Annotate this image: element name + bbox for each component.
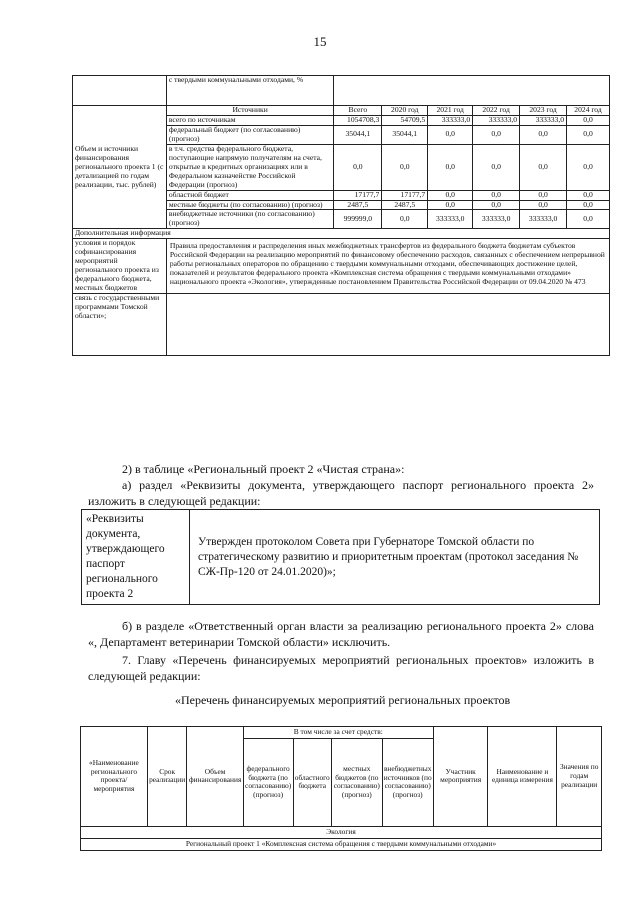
table-row: внебюджетные источники (по согласованию) (прогноз) 999999,0 0,0 333333,0 333333,0 333333,0 0,0 bbox=[73, 210, 610, 229]
page-number: 15 bbox=[313, 34, 327, 49]
header-sources: Источники bbox=[166, 106, 334, 116]
paragraph-3: б) в разделе «Ответственный орган власти за реализацию регионального проекта 2» слова «, Департамент ветеринарии Томской области» исключить. bbox=[88, 619, 594, 649]
header-extra: внебюджетных источников (по согласованию) (прогноз) bbox=[382, 738, 433, 826]
link-text bbox=[166, 294, 609, 356]
header-local: местных бюджетов (по согласованию) (прогноз) bbox=[331, 738, 382, 826]
table-row: в т.ч. средства федерального бюджета, поступающие напрямую получателям на счета, открытые в кредитных организациях или в Федеральном казначействе Российской Федерации (прогноз) 0,0 0,0 0,0 0,0 0,0 0,0 bbox=[73, 144, 610, 190]
table-row: всего по источникам 1054708,3 54709,5 333333,0 333333,0 333333,0 0,0 bbox=[73, 115, 610, 125]
conditions-text: Правила предоставления и распределения иных межбюджетных трансфертов из федерального бюджета бюджетам субъектов Российской Федерации на реализацию мероприятий по финансовому обеспечению расходов, связанных с обеспечением непрерывной работы региональных операторов по обращению с твердыми коммунальными отходами, обеспечивающих достижение целей, показателей и результатов федерального проекта «Комплексная система обращения с твердыми коммунальными отходами» национального проекта «Экология», утвержденные постановлением Правительства Российской Федерации от 09.04.2020 № 473 bbox=[166, 239, 609, 294]
additional-info-label: Дополнительная информация bbox=[73, 229, 610, 239]
header-2020: 2020 год bbox=[382, 106, 428, 116]
activities-table bbox=[80, 726, 602, 851]
funding-label: Объем и источники финансирования регионального проекта 1 (с детализацией по годам реализации, тыс. рублей) bbox=[73, 106, 167, 229]
header-regional: областного бюджета bbox=[293, 738, 331, 826]
top-cell: с твердыми коммунальными отходами, % bbox=[166, 76, 334, 106]
paragraph-5: «Перечень финансируемых мероприятий региональных проектов bbox=[175, 693, 511, 707]
header-2021: 2021 год bbox=[428, 106, 473, 116]
requisites-text: Утвержден протоколом Совета при Губернаторе Томской области по стратегическому развитию и приоритетным проектам (протокол заседания № СЖ-Пр-120 от 24.01.2020)»; bbox=[190, 510, 600, 605]
row-ecology: Экология bbox=[81, 826, 602, 838]
header-participant: Участник мероприятия bbox=[433, 727, 488, 827]
header-volume: Объем финансирования bbox=[187, 727, 243, 827]
header-federal: федерального бюджета (по согласованию) (прогноз) bbox=[243, 738, 293, 826]
row-project-1: Региональный проект 1 «Комплексная система обращения с твердыми коммунальными отходами» bbox=[81, 838, 602, 850]
header-2023: 2023 год bbox=[520, 106, 567, 116]
table-row: федеральный бюджет (по согласованию) (прогноз) 35044,1 35044,1 0,0 0,0 0,0 0,0 bbox=[73, 125, 610, 144]
header-name: «Наименование регионального проекта/ мероприятия bbox=[81, 727, 148, 827]
link-label: связь с государственными программами Томской области»; bbox=[73, 294, 167, 356]
header-unit: Наименование и единица измерения bbox=[488, 727, 557, 827]
header-2024: 2024 год bbox=[567, 106, 610, 116]
conditions-label: условия и порядок софинансирования мероприятий регионального проекта из федерального бюджета, местных бюджетов bbox=[73, 239, 167, 294]
header-total: Всего bbox=[334, 106, 382, 116]
header-values: Значения по годам реализации bbox=[557, 727, 602, 827]
requisites-label: «Реквизиты документа, утверждающего паспорт регионального проекта 2 bbox=[82, 510, 190, 605]
table-row: областной бюджет 17177,7 17177,7 0,0 0,0 0,0 0,0 bbox=[73, 190, 610, 200]
paragraph-4: 7. Главу «Перечень финансируемых мероприятий региональных проектов» изложить в следующей редакции: bbox=[88, 653, 594, 683]
paragraph-2: а) раздел «Реквизиты документа, утверждающего паспорт регионального проекта 2» изложить в следующей редакции: bbox=[88, 478, 594, 508]
paragraph-1: 2) в таблице «Региональный проект 2 «Чистая страна»: bbox=[122, 462, 405, 476]
table-row: местные бюджеты (по согласованию) (прогноз) 2487,5 2487,5 0,0 0,0 0,0 0,0 bbox=[73, 200, 610, 210]
header-group: В том числе за счет средств: bbox=[243, 727, 433, 739]
header-2022: 2022 год bbox=[473, 106, 520, 116]
header-term: Срок реализации bbox=[147, 727, 187, 827]
funding-table bbox=[72, 75, 610, 356]
requisites-table bbox=[81, 509, 600, 605]
